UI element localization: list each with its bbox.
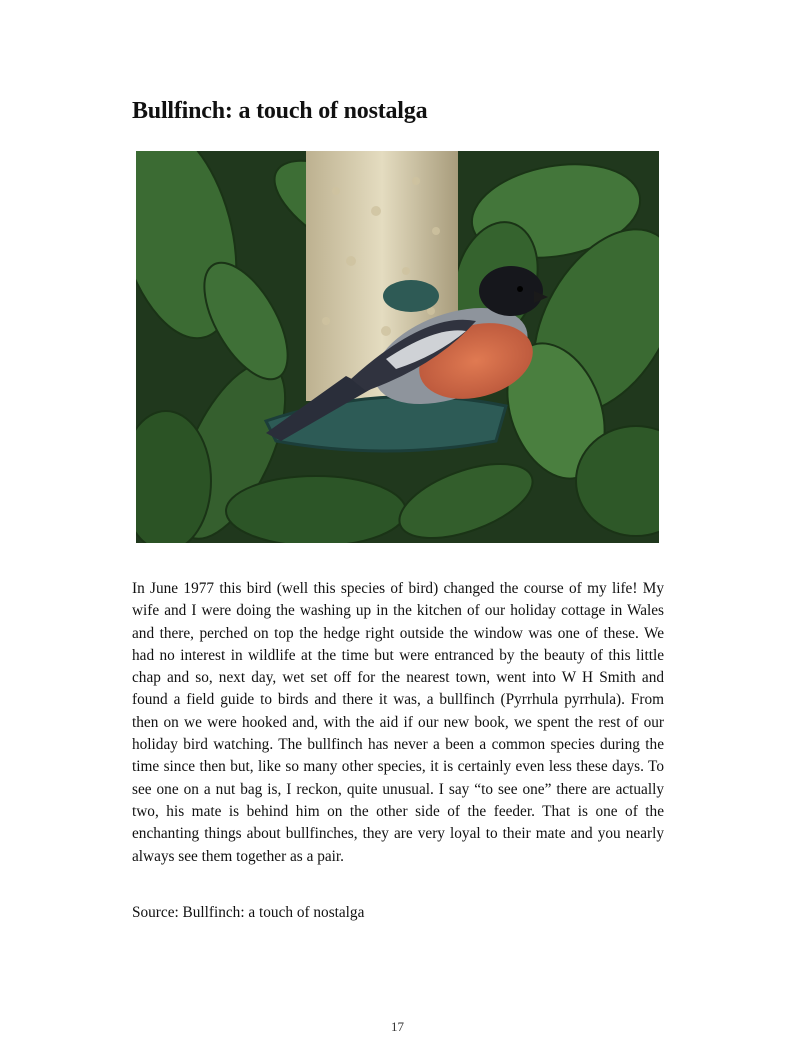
- page-number: 17: [391, 1019, 404, 1034]
- feeder-port: [383, 280, 439, 312]
- source-line: Source: Bullfinch: a touch of nostalga: [132, 904, 365, 921]
- article-body: In June 1977 this bird (well this species of bird) changed the course of my life! My wife and I were doing the washing up in the kitchen of our holiday cottage in Wales and there, perched on top the hedge right outside the window was one of these. We had no interest in wildlife at the time but were entranced by the beauty of this little chap and so, next day, wet set off for the nearest town, went into W H Smith and found a field guide to birds and there it was, a bullfinch (Pyrrhula pyrrhula). From then on we were hooked and, with the aid if our new book, we spent the rest of our holiday bird watching. The bullfinch has never a been a common species during the time since then but, like so many other species, it is certainly even less these days. To see one on a nut bag is, I reckon, quite unusual. I say “to see one” there are actually two, his mate is behind him on the other side of the feeder. That is one of the enchanting things about bullfinches, they are very loyal to their mate and you nearly always see them together as a pair.: [132, 580, 664, 865]
- bullfinch-photo: [136, 151, 659, 543]
- page-title: Bullfinch: a touch of nostalga: [132, 98, 428, 124]
